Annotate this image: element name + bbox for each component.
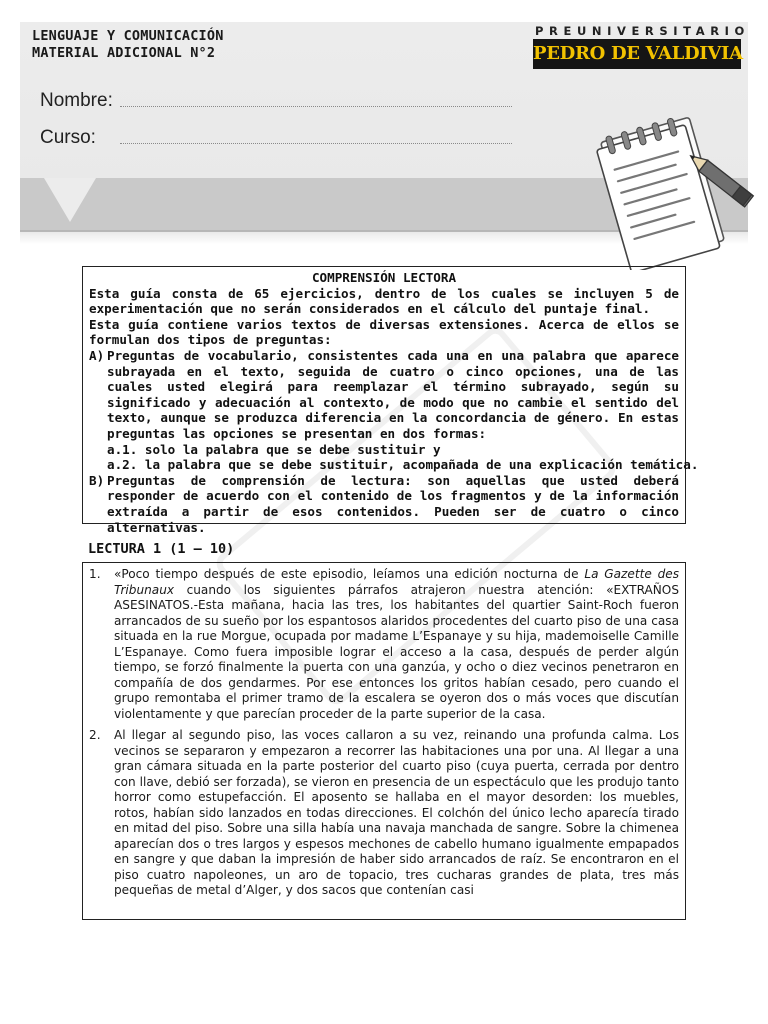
logo-pedro-de-valdivia: PEDRO DE VALDIVIA: [533, 39, 741, 69]
paragraph-1-text: [114, 567, 679, 722]
course-field-line[interactable]: [120, 143, 512, 144]
instructions-title: COMPRENSIÓN LECTORA: [311, 270, 457, 285]
name-label: Nombre:: [40, 90, 113, 111]
name-field-line[interactable]: [120, 106, 512, 107]
subject-line-1: LENGUAJE Y COMUNICACIÓN: [32, 28, 224, 44]
subject-title: [32, 28, 224, 62]
newspaper-title: La Gazette des Tribunaux: [114, 567, 679, 597]
sub-item-a2: a.2. la palabra que se debe sustituir, acompañada de una explicación temática.: [107, 457, 699, 473]
reading-paragraph-2: [89, 728, 679, 899]
item-a-marker: A): [89, 347, 105, 363]
instructions-box: [82, 266, 699, 535]
logo-preuniversitario: PREUNIVERSITARIO: [535, 24, 750, 38]
speech-bubble-tail: [44, 178, 96, 222]
subject-line-2: MATERIAL ADICIONAL N°2: [32, 45, 216, 61]
paragraph-1-body: cuando los siguientes párrafos atrajeron nuestra atención: «EXTRAÑOS ASESINATOS.-Esta mañana, hacia las tres, los habitantes del quartier Saint-Roch fueron arrancados de su sueño por los espantosos alaridos procedentes del cuarto piso de una casa situada en la rue Morgue, ocupada por madame L’Espanaye y su hija, mademoiselle Camille L’Espanaye. Como fuera imposible lograr el acceso a la casa, después de perder algún tiempo, se forzó finalmente la puerta con una ganzúa, y ocho o diez vecinos penetraron en compañía de dos gendarmes. Por ese entonces los gritos habían cesado, pero cuando el grupo remontaba el primer tramo de la escalera se oyeron dos o más voces que discutían violentamente y que parecían proceder de la parte superior de la casa.: [114, 582, 679, 721]
paragraph-1-intro: «Poco tiempo después de este episodio, leíamos una edición nocturna de: [114, 567, 585, 581]
reading-title: LECTURA 1 (1 – 10): [88, 541, 235, 557]
reading-paragraph-1: [89, 567, 679, 722]
instructions-item-a: [89, 348, 679, 442]
item-a-text: Preguntas de vocabulario, consistentes cada una en una palabra que aparece subrayada en el texto, seguida de cuatro o cinco opciones, una de las cuales usted elegirá para reemplazar el término subrayado, según su significado y adecuación al contexto, de modo que no cambie el sentido del texto, aunque se produzca diferencia en la concordancia de género. En estas preguntas las opciones se presentan en dos formas:: [107, 347, 679, 441]
item-b-marker: B): [89, 472, 105, 488]
paragraph-1-number: 1.: [89, 567, 101, 581]
paragraph-2-text: Al llegar al segundo piso, las voces callaron a su vez, reinando una profunda calma. Los vecinos se separaron y empezaron a recorrer las habitaciones una por una. Al llegar a una gran cámara situada en la parte posterior del cuarto piso (cuya puerta, cerrada por dentro con llave, debió ser forzada), se vieron en presencia de un espectáculo que les produjo tanto horror como estupefacción. El aposento se hallaba en el mayor desorden: los muebles, rotos, habían sido lanzados en todas direcciones. El colchón del único lecho aparecía tirado en mitad del piso. Sobre una silla había una navaja manchada de sangre. Sobre la chimenea aparecían dos o tres largos y espesos mechones de cabello humano igualmente empapados en sangre y que daban la impresión de haber sido arrancados de raíz. Se encontraron en el piso cuatro napoleones, un aro de topacio, tres cucharas grandes de plata, tres más pequeñas de metal d’Alger, y dos sacos que contenían casi: [114, 728, 679, 897]
instructions-paragraph-1: Esta guía consta de 65 ejercicios, dentro de los cuales se incluyen 5 de experimentación que no serán considerados en el cálculo del puntaje final.: [89, 285, 679, 317]
paragraph-2-number: 2.: [89, 728, 101, 742]
instructions-paragraph-2: Esta guía contiene varios textos de diversas extensiones. Acerca de ellos se formulan dos tipos de preguntas:: [89, 316, 679, 348]
course-label: Curso:: [40, 127, 96, 148]
instructions-item-b: [89, 473, 679, 535]
sub-item-a1: a.1. solo la palabra que se debe sustituir y: [107, 441, 441, 457]
item-b-text: Preguntas de comprensión de lectura: son aquellas que usted deberá responder de acuerdo con el contenido de los fragmentos y de la información extraída a partir de esos contenidos. Pueden ser de cuatro o cinco alternativas.: [107, 472, 679, 535]
notepad-with-pencil-icon: [590, 110, 758, 270]
reading-box: [82, 562, 686, 920]
